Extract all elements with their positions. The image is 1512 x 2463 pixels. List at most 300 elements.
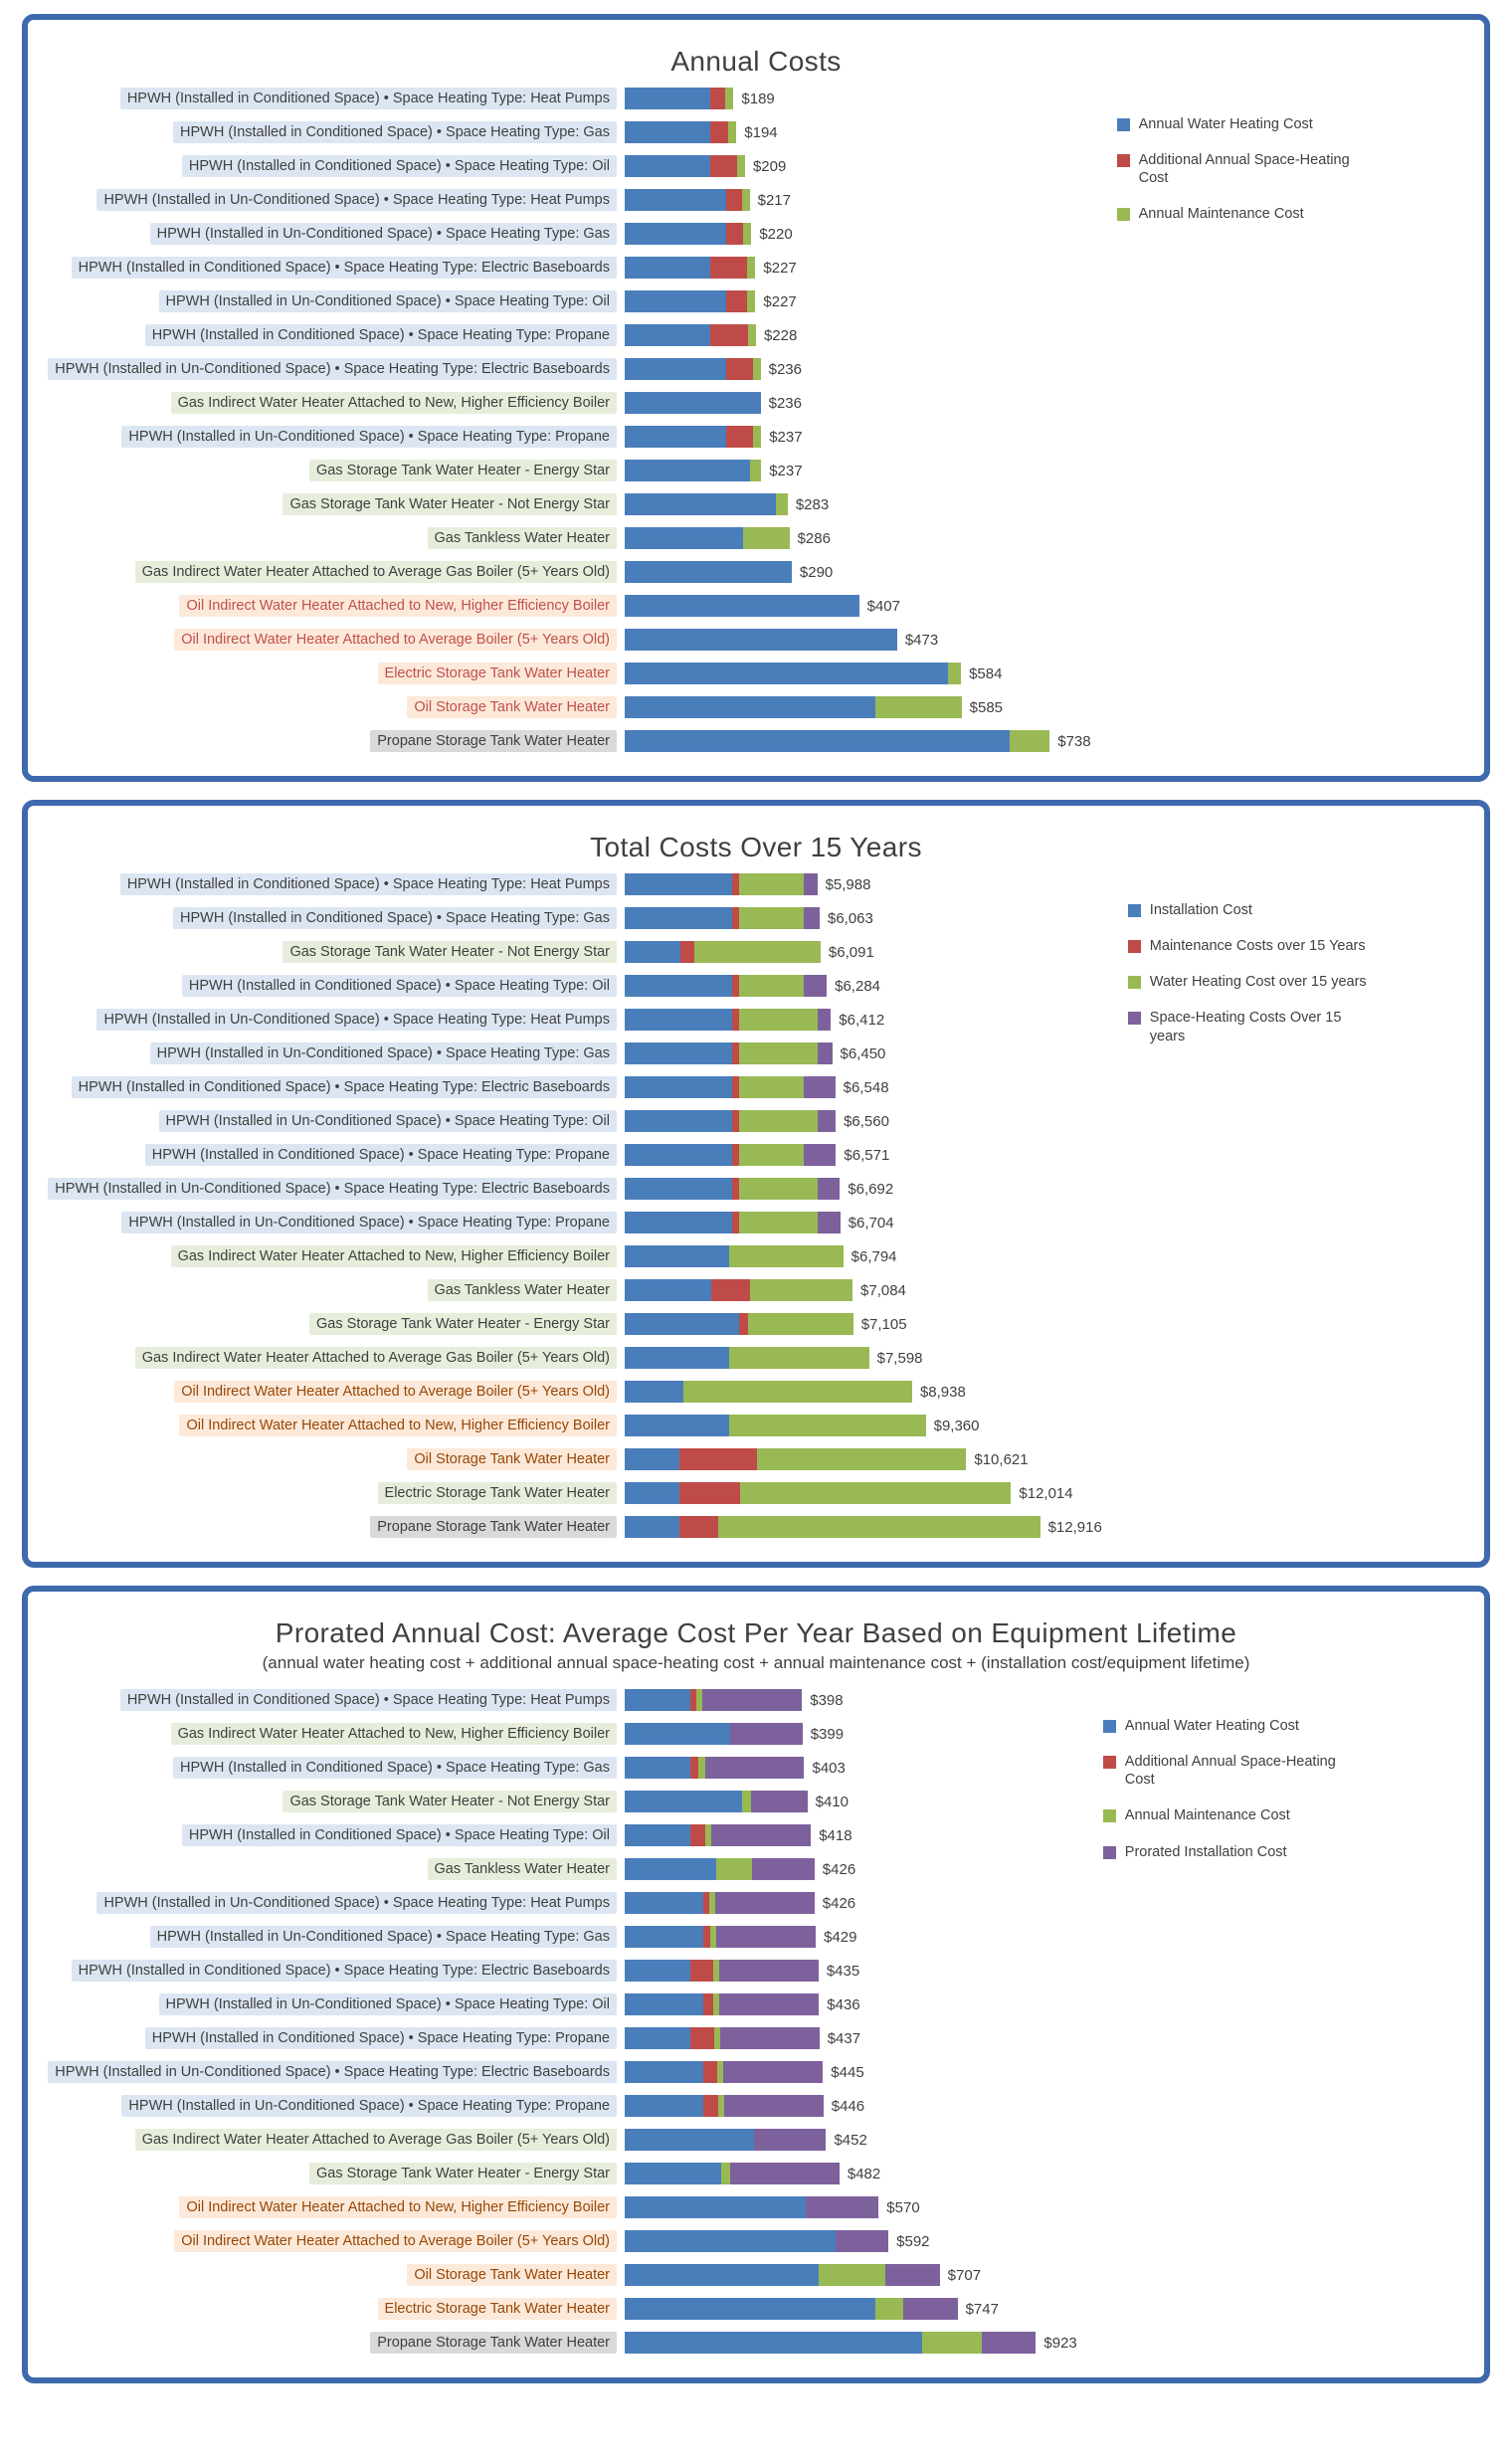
bar-segment bbox=[625, 629, 897, 651]
bar-row-label-text: HPWH (Installed in Un-Conditioned Space) • Space Heating Type: Propane bbox=[121, 2095, 617, 2117]
bar-segment bbox=[728, 121, 736, 143]
bar-row-label bbox=[38, 938, 625, 966]
bar-row-label-text: HPWH (Installed in Un-Conditioned Space) • Space Heating Type: Heat Pumps bbox=[96, 189, 617, 211]
bar-segment bbox=[625, 1245, 729, 1267]
bar-row-label-text: Gas Storage Tank Water Heater - Energy Star bbox=[309, 2163, 617, 2184]
bar-row-label-text: Gas Indirect Water Heater Attached to Average Gas Boiler (5+ Years Old) bbox=[135, 561, 617, 583]
bar-row-label bbox=[38, 355, 625, 383]
bar-stack bbox=[625, 2061, 864, 2083]
bar-row-label bbox=[38, 1686, 625, 1714]
bar-row-label bbox=[38, 457, 625, 484]
bar-segment bbox=[748, 324, 756, 346]
bar-stack bbox=[625, 155, 786, 177]
bar-row bbox=[38, 1510, 1102, 1544]
legend-label: Annual Maintenance Cost bbox=[1124, 1807, 1290, 1824]
bar-row-label bbox=[38, 972, 625, 1000]
bar-segment bbox=[703, 1926, 710, 1948]
bar-value-label: $403 bbox=[812, 1759, 846, 1777]
bar-stack bbox=[625, 2129, 867, 2151]
bar-segment bbox=[625, 2061, 703, 2083]
bar-stack bbox=[625, 1482, 1073, 1504]
bar-row-label bbox=[38, 1107, 625, 1135]
legend-item bbox=[1117, 151, 1366, 187]
bar-value-label: $437 bbox=[827, 2029, 861, 2047]
bar-row-label bbox=[38, 1923, 625, 1951]
bar-row-label bbox=[38, 1788, 625, 1815]
bar-segment bbox=[679, 1516, 718, 1538]
bar-segment bbox=[625, 1516, 679, 1538]
bar-row bbox=[38, 82, 1091, 115]
bar-row-label-text: HPWH (Installed in Conditioned Space) • Space Heating Type: Oil bbox=[182, 975, 617, 997]
bar-row bbox=[38, 1442, 1102, 1476]
bar-segment bbox=[742, 1791, 751, 1812]
bar-segment bbox=[710, 257, 748, 279]
bar-row-label-text: HPWH (Installed in Un-Conditioned Space) • Space Heating Type: Gas bbox=[150, 1926, 617, 1948]
bar-row bbox=[38, 2055, 1077, 2089]
bar-value-label: $7,084 bbox=[860, 1281, 906, 1299]
bar-segment bbox=[625, 595, 859, 617]
bar-stack bbox=[625, 1791, 849, 1812]
bar-row bbox=[38, 521, 1091, 555]
bar-stack bbox=[625, 1144, 889, 1166]
bar-row-label bbox=[38, 904, 625, 932]
bar-segment bbox=[739, 1144, 804, 1166]
bar-segment bbox=[625, 696, 875, 718]
legend-item bbox=[1103, 1843, 1352, 1861]
bar-segment bbox=[625, 1892, 703, 1914]
bar-row-label bbox=[38, 1479, 625, 1507]
bar-row-label-text: Oil Indirect Water Heater Attached to New, Higher Efficiency Boiler bbox=[179, 595, 617, 617]
legend-swatch bbox=[1117, 208, 1130, 221]
bar-value-label: $738 bbox=[1057, 732, 1091, 750]
bar-row bbox=[38, 2157, 1077, 2190]
bar-row bbox=[38, 1037, 1102, 1070]
bar-segment bbox=[806, 2196, 878, 2218]
bar-segment bbox=[739, 1178, 818, 1200]
bar-segment bbox=[885, 2264, 940, 2286]
bar-segment bbox=[753, 358, 761, 380]
bar-value-label: $194 bbox=[744, 123, 778, 141]
bar-row bbox=[38, 1920, 1077, 1954]
bar-segment bbox=[625, 2332, 922, 2354]
bar-segment bbox=[875, 696, 962, 718]
bar-stack bbox=[625, 358, 802, 380]
bar-segment bbox=[625, 2095, 703, 2117]
bar-stack bbox=[625, 2230, 930, 2252]
legend-swatch bbox=[1103, 1809, 1116, 1822]
bar-stack bbox=[625, 696, 1003, 718]
bar-row-label bbox=[38, 490, 625, 518]
legend-item bbox=[1128, 973, 1377, 991]
bar-row bbox=[38, 251, 1091, 284]
bar-value-label: $707 bbox=[947, 2266, 982, 2284]
bar-segment bbox=[750, 460, 762, 481]
panel-annual-costs bbox=[22, 14, 1490, 782]
bar-stack bbox=[625, 1448, 1029, 1470]
bar-segment bbox=[703, 2061, 717, 2083]
bar-row bbox=[38, 1104, 1102, 1138]
bar-row-label-text: HPWH (Installed in Un-Conditioned Space) • Space Heating Type: Propane bbox=[121, 426, 617, 448]
bar-segment bbox=[679, 1448, 757, 1470]
bar-segment bbox=[747, 290, 755, 312]
bar-segment bbox=[948, 663, 961, 684]
bar-stack bbox=[625, 1212, 894, 1233]
bar-segment bbox=[804, 975, 827, 997]
bar-row-label bbox=[38, 1990, 625, 2018]
bar-row-label bbox=[38, 2329, 625, 2357]
bar-segment bbox=[625, 88, 710, 109]
bar-segment bbox=[625, 1110, 732, 1132]
bar-row-label bbox=[38, 2126, 625, 2154]
bar-row bbox=[38, 589, 1091, 623]
bar-row-label-text: HPWH (Installed in Un-Conditioned Space) • Space Heating Type: Heat Pumps bbox=[96, 1009, 617, 1031]
bar-value-label: $290 bbox=[799, 563, 834, 581]
bar-segment bbox=[625, 324, 710, 346]
bar-segment bbox=[739, 1110, 818, 1132]
legend-swatch bbox=[1103, 1846, 1116, 1859]
bar-row-label bbox=[38, 2058, 625, 2086]
bar-segment bbox=[732, 907, 739, 929]
bar-row bbox=[38, 1273, 1102, 1307]
bar-row bbox=[38, 724, 1091, 758]
bar-row bbox=[38, 386, 1091, 420]
bar-segment bbox=[739, 1212, 818, 1233]
legend-swatch bbox=[1103, 1720, 1116, 1733]
bar-row-label-text: Oil Storage Tank Water Heater bbox=[407, 1448, 617, 1470]
bar-segment bbox=[751, 1791, 808, 1812]
bar-row bbox=[38, 2021, 1077, 2055]
bar-value-label: $6,548 bbox=[843, 1078, 889, 1096]
bar-row bbox=[38, 901, 1102, 935]
bar-row bbox=[38, 1751, 1077, 1785]
bar-stack bbox=[625, 493, 829, 515]
bar-segment bbox=[625, 1993, 703, 2015]
panel-subtitle-prorated: (annual water heating cost + additional annual space-heating cost + annual maintenance cost + (installation cost/equipment lifetime) bbox=[262, 1653, 1250, 1672]
bar-row-label-text: Oil Indirect Water Heater Attached to Average Boiler (5+ Years Old) bbox=[174, 1381, 617, 1403]
bar-segment bbox=[743, 527, 789, 549]
bar-stack bbox=[625, 629, 938, 651]
bar-value-label: $6,704 bbox=[848, 1214, 894, 1232]
bar-segment bbox=[625, 1858, 716, 1880]
bar-row-label bbox=[38, 870, 625, 898]
bar-row bbox=[38, 1785, 1077, 1818]
bar-row-label-text: Gas Storage Tank Water Heater - Not Energy Star bbox=[283, 493, 617, 515]
bar-row-label bbox=[38, 220, 625, 248]
bar-segment bbox=[726, 223, 743, 245]
bar-row-label bbox=[38, 118, 625, 146]
bar-segment bbox=[625, 1689, 690, 1711]
bar-value-label: $228 bbox=[763, 326, 798, 344]
bar-segment bbox=[719, 1993, 819, 2015]
bar-stack bbox=[625, 189, 791, 211]
bar-stack bbox=[625, 2027, 860, 2049]
bar-segment bbox=[818, 1212, 841, 1233]
bar-row-label bbox=[38, 1412, 625, 1439]
bar-value-label: $436 bbox=[827, 1995, 860, 2013]
bar-segment bbox=[625, 426, 726, 448]
bar-row bbox=[38, 1375, 1102, 1409]
bar-row-label-text: HPWH (Installed in Conditioned Space) • Space Heating Type: Propane bbox=[145, 2027, 617, 2049]
bar-segment bbox=[982, 2332, 1037, 2354]
bar-segment bbox=[732, 1042, 739, 1064]
bar-stack bbox=[625, 2095, 864, 2117]
bar-row bbox=[38, 1307, 1102, 1341]
bar-row-label-text: Propane Storage Tank Water Heater bbox=[370, 730, 617, 752]
bar-row-label-text: Oil Storage Tank Water Heater bbox=[407, 696, 617, 718]
bar-segment bbox=[711, 1824, 811, 1846]
bar-value-label: $6,794 bbox=[850, 1247, 897, 1265]
bar-segment bbox=[625, 1448, 679, 1470]
bar-segment bbox=[625, 2230, 836, 2252]
bar-stack bbox=[625, 527, 831, 549]
legend-label: Water Heating Cost over 15 years bbox=[1149, 974, 1367, 991]
bar-stack bbox=[625, 1993, 860, 2015]
bar-segment bbox=[625, 975, 732, 997]
bar-row-label-text: HPWH (Installed in Un-Conditioned Space) • Space Heating Type: Gas bbox=[150, 223, 617, 245]
bar-value-label: $189 bbox=[741, 90, 775, 107]
bar-row bbox=[38, 284, 1091, 318]
bar-segment bbox=[737, 155, 745, 177]
bar-segment bbox=[702, 1689, 802, 1711]
bar-row-label-text: HPWH (Installed in Conditioned Space) • Space Heating Type: Propane bbox=[145, 324, 617, 346]
bar-segment bbox=[625, 1415, 729, 1436]
bar-row-label bbox=[38, 524, 625, 552]
bar-segment bbox=[720, 2027, 820, 2049]
bar-row-label bbox=[38, 1040, 625, 1067]
bar-row-label bbox=[38, 1276, 625, 1304]
bar-rows-prorated bbox=[38, 1683, 1077, 2360]
bar-value-label: $9,360 bbox=[933, 1417, 980, 1434]
bar-stack bbox=[625, 88, 775, 109]
bar-row bbox=[38, 487, 1091, 521]
bar-row-label-text: Electric Storage Tank Water Heater bbox=[378, 1482, 617, 1504]
panel-prorated-annual-cost bbox=[22, 1586, 1490, 2383]
legend-label: Additional Annual Space-Heating Cost bbox=[1138, 152, 1350, 187]
bar-segment bbox=[818, 1110, 836, 1132]
bar-row bbox=[38, 969, 1102, 1003]
bar-row-label bbox=[38, 1957, 625, 1985]
bar-row bbox=[38, 1138, 1102, 1172]
bar-row-label-text: Oil Indirect Water Heater Attached to New, Higher Efficiency Boiler bbox=[179, 2196, 617, 2218]
bar-value-label: $429 bbox=[824, 1928, 857, 1946]
bar-value-label: $407 bbox=[866, 597, 900, 615]
bar-segment bbox=[748, 1313, 852, 1335]
bar-segment bbox=[732, 1144, 739, 1166]
bar-value-label: $236 bbox=[768, 394, 802, 412]
legend-item bbox=[1103, 1806, 1352, 1824]
bar-row-label bbox=[38, 254, 625, 282]
bar-row bbox=[38, 1683, 1077, 1717]
bar-value-label: $12,916 bbox=[1047, 1518, 1102, 1536]
bar-segment bbox=[875, 2298, 903, 2320]
bar-segment bbox=[726, 426, 753, 448]
bar-stack bbox=[625, 1042, 885, 1064]
legend-swatch bbox=[1103, 1756, 1116, 1769]
bar-segment bbox=[725, 88, 733, 109]
bar-segment bbox=[732, 1009, 739, 1031]
bar-row-label-text: Oil Storage Tank Water Heater bbox=[407, 2264, 617, 2286]
legend-label: Space-Heating Costs Over 15 years bbox=[1149, 1010, 1342, 1044]
bar-row bbox=[38, 657, 1091, 690]
bar-stack bbox=[625, 1960, 859, 1982]
bar-row bbox=[38, 1818, 1077, 1852]
bar-segment bbox=[625, 941, 680, 963]
bar-segment bbox=[752, 1858, 815, 1880]
bar-stack bbox=[625, 941, 874, 963]
bar-value-label: $592 bbox=[896, 2232, 930, 2250]
bar-row-label-text: Gas Tankless Water Heater bbox=[428, 527, 618, 549]
bar-row-label bbox=[38, 1754, 625, 1782]
bar-row bbox=[38, 115, 1091, 149]
bar-segment bbox=[683, 1381, 911, 1403]
bar-value-label: $286 bbox=[797, 529, 831, 547]
bar-stack bbox=[625, 1245, 897, 1267]
bar-row-label-text: Gas Indirect Water Heater Attached to New, Higher Efficiency Boiler bbox=[171, 392, 617, 414]
bar-row bbox=[38, 1988, 1077, 2021]
bar-segment bbox=[716, 1926, 816, 1948]
bar-value-label: $283 bbox=[795, 495, 830, 513]
bar-segment bbox=[625, 2163, 721, 2184]
bar-stack bbox=[625, 1009, 884, 1031]
bar-segment bbox=[726, 189, 742, 211]
bar-stack bbox=[625, 1381, 966, 1403]
bar-stack bbox=[625, 975, 880, 997]
bar-row bbox=[38, 1409, 1102, 1442]
bar-segment bbox=[739, 1009, 818, 1031]
bar-segment bbox=[739, 873, 804, 895]
bar-segment bbox=[690, 1824, 705, 1846]
bar-segment bbox=[625, 561, 792, 583]
bar-row-label-text: HPWH (Installed in Un-Conditioned Space) • Space Heating Type: Electric Baseboards bbox=[48, 2061, 617, 2083]
bar-row-label-text: Gas Storage Tank Water Heater - Energy Star bbox=[309, 460, 617, 481]
bar-row bbox=[38, 2258, 1077, 2292]
bar-value-label: $6,571 bbox=[844, 1146, 890, 1164]
bar-value-label: $426 bbox=[822, 1860, 856, 1878]
panel-title-prorated: Prorated Annual Cost: Average Cost Per Year Based on Equipment Lifetime bbox=[275, 1617, 1237, 1648]
bar-stack bbox=[625, 730, 1091, 752]
bar-row-label-text: Oil Indirect Water Heater Attached to New, Higher Efficiency Boiler bbox=[179, 1415, 617, 1436]
bar-stack bbox=[625, 1415, 980, 1436]
bar-segment bbox=[625, 663, 948, 684]
bar-row-label-text: Gas Indirect Water Heater Attached to Average Gas Boiler (5+ Years Old) bbox=[135, 1347, 617, 1369]
panel-title-annual-costs: Annual Costs bbox=[670, 46, 842, 77]
bar-segment bbox=[625, 730, 1010, 752]
bar-segment bbox=[690, 1960, 712, 1982]
bar-segment bbox=[625, 2264, 819, 2286]
bar-segment bbox=[715, 1892, 815, 1914]
bar-segment bbox=[723, 2061, 823, 2083]
bar-row-label bbox=[38, 389, 625, 417]
bar-stack bbox=[625, 873, 870, 895]
bar-segment bbox=[732, 975, 739, 997]
bar-row bbox=[38, 1852, 1077, 1886]
bar-stack bbox=[625, 1723, 844, 1745]
bar-row-label bbox=[38, 660, 625, 687]
bar-segment bbox=[754, 2129, 827, 2151]
bar-stack bbox=[625, 1347, 923, 1369]
bar-segment bbox=[743, 223, 751, 245]
bar-segment bbox=[716, 1858, 752, 1880]
bar-stack bbox=[625, 121, 778, 143]
bar-value-label: $6,412 bbox=[839, 1011, 885, 1029]
legend-item bbox=[1128, 1009, 1377, 1044]
legend-item bbox=[1103, 1753, 1352, 1789]
legend-total-costs bbox=[1128, 901, 1377, 1063]
bar-segment bbox=[804, 1144, 836, 1166]
bar-segment bbox=[724, 2095, 824, 2117]
bar-row bbox=[38, 1239, 1102, 1273]
bar-segment bbox=[625, 290, 726, 312]
bar-stack bbox=[625, 290, 797, 312]
legend-label: Annual Water Heating Cost bbox=[1124, 1718, 1299, 1734]
bar-value-label: $236 bbox=[768, 360, 802, 378]
bar-row-label bbox=[38, 423, 625, 451]
bar-segment bbox=[625, 223, 726, 245]
bar-stack bbox=[625, 426, 803, 448]
bar-segment bbox=[690, 2027, 713, 2049]
bar-row bbox=[38, 1003, 1102, 1037]
bar-row-label bbox=[38, 2193, 625, 2221]
bar-value-label: $217 bbox=[757, 191, 791, 209]
bar-segment bbox=[625, 1042, 732, 1064]
legend-swatch bbox=[1128, 976, 1141, 989]
legend-item bbox=[1128, 901, 1377, 919]
bar-segment bbox=[804, 907, 820, 929]
bar-segment bbox=[625, 460, 750, 481]
bar-value-label: $923 bbox=[1043, 2334, 1077, 2352]
bar-row-label bbox=[38, 1720, 625, 1748]
bar-row-label-text: Electric Storage Tank Water Heater bbox=[378, 2298, 617, 2320]
legend-item bbox=[1117, 115, 1366, 133]
bar-row-label bbox=[38, 626, 625, 654]
bar-row bbox=[38, 2326, 1077, 2360]
bar-segment bbox=[719, 1960, 819, 1982]
bar-value-label: $227 bbox=[763, 259, 797, 277]
bar-segment bbox=[625, 1347, 729, 1369]
bar-segment bbox=[739, 975, 804, 997]
bar-segment bbox=[625, 1723, 730, 1745]
report-page bbox=[0, 14, 1512, 2383]
legend-item bbox=[1103, 1717, 1352, 1735]
bar-row-label bbox=[38, 2261, 625, 2289]
bar-segment bbox=[804, 1076, 835, 1098]
bar-segment bbox=[625, 1381, 683, 1403]
bar-row bbox=[38, 318, 1091, 352]
bar-segment bbox=[625, 1791, 742, 1812]
bar-segment bbox=[625, 1482, 679, 1504]
bar-value-label: $473 bbox=[904, 631, 939, 649]
bar-value-label: $220 bbox=[759, 225, 793, 243]
bar-stack bbox=[625, 1076, 889, 1098]
bar-row-label bbox=[38, 1445, 625, 1473]
bar-segment bbox=[732, 1076, 739, 1098]
bar-row-label bbox=[38, 1242, 625, 1270]
bar-row bbox=[38, 555, 1091, 589]
bar-row-label-text: Gas Indirect Water Heater Attached to Average Gas Boiler (5+ Years Old) bbox=[135, 2129, 617, 2151]
bar-segment bbox=[703, 1993, 713, 2015]
bar-stack bbox=[625, 2264, 981, 2286]
bar-row-label-text: Propane Storage Tank Water Heater bbox=[370, 2332, 617, 2354]
bar-row-label-text: Gas Indirect Water Heater Attached to New, Higher Efficiency Boiler bbox=[171, 1245, 617, 1267]
bar-value-label: $426 bbox=[822, 1894, 856, 1912]
bar-segment bbox=[726, 290, 747, 312]
bar-row-label-text: HPWH (Installed in Un-Conditioned Space) • Space Heating Type: Heat Pumps bbox=[96, 1892, 617, 1914]
bar-segment bbox=[739, 907, 804, 929]
bar-value-label: $7,598 bbox=[876, 1349, 923, 1367]
bar-row-label bbox=[38, 1855, 625, 1883]
bar-segment bbox=[729, 1415, 925, 1436]
bar-value-label: $435 bbox=[826, 1962, 860, 1980]
